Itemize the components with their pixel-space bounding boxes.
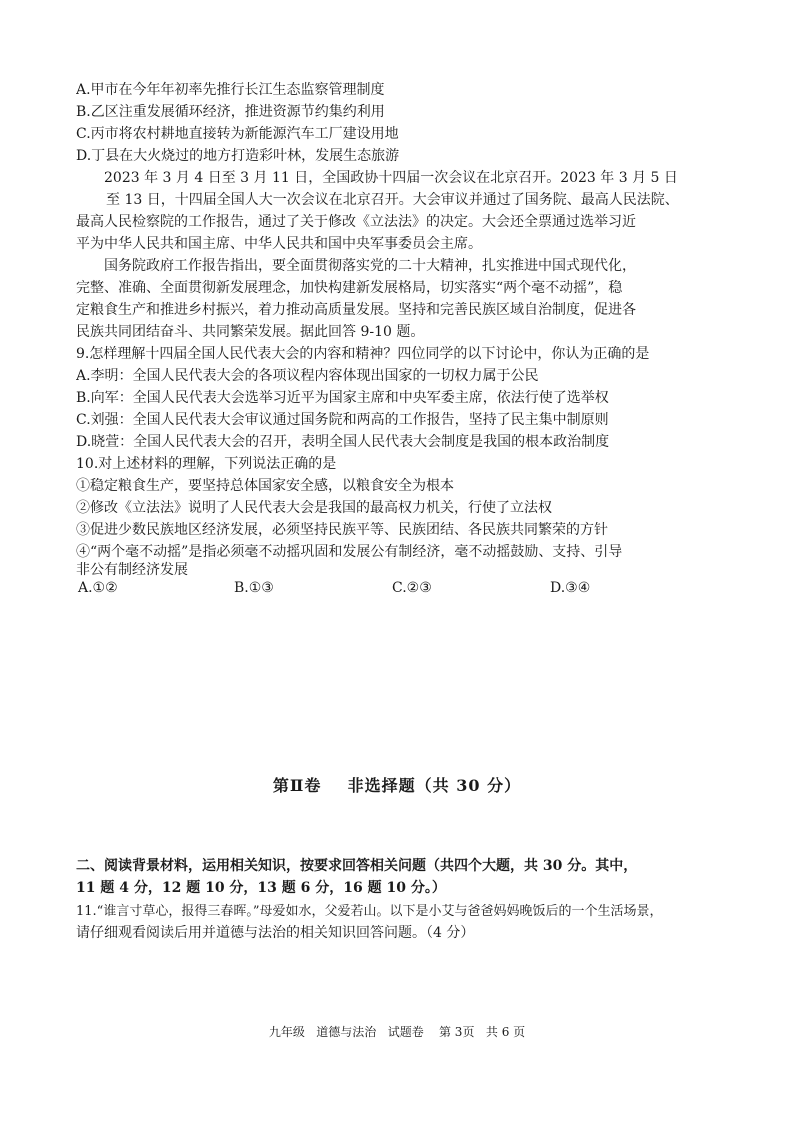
material-p2-line: 国务院政府工作报告指出，要全面贯彻落实党的二十大精神，扎实推进中国式现代化， — [104, 258, 636, 274]
q10-statement: ④“两个毫不动摇”是指必须毫不动摇巩固和发展公有制经济，毫不动摇鼓励、支持、引导 — [76, 544, 623, 560]
material-p1-line: 最高人民检察院的工作报告，通过了关于修改《立法法》的决定。大会还全票通过选举习近 — [76, 214, 636, 230]
material-p1-line: 至 13 日，十四届全国人大一次会议在北京召开。大会审议并通过了国务院、最高人民法院、 — [106, 192, 679, 208]
material-p2-line: 定粮食生产和推进乡村振兴，着力推动高质量发展。坚持和完善民族区域自治制度，促进各 — [76, 302, 636, 318]
q8-option-c: C.丙市将农村耕地直接转为新能源汽车工厂建设用地 — [76, 126, 399, 142]
q10-statement: ②修改《立法法》说明了人民代表大会是我国的最高权力机关，行使了立法权 — [76, 500, 552, 516]
material-p1-line: 2023 年 3 月 4 日至 3 月 11 日，全国政协十四届一次会议在北京召开。2023 年 3 月 5 日 — [104, 170, 678, 186]
q10-statement: ①稳定粮食生产，要坚持总体国家安全感，以粮食安全为根本 — [76, 478, 454, 494]
q9-option-a: A.李明：全国人民代表大会的各项议程内容体现出国家的一切权力属于公民 — [76, 368, 539, 384]
q10-option-a: A.①② — [78, 580, 118, 596]
q9-option-c: C.刘强：全国人民代表大会审议通过国务院和两高的工作报告，坚持了民主集中制原则 — [76, 412, 609, 428]
q10-option-b: B.①③ — [234, 580, 274, 596]
q10-statement: 非公有制经济发展 — [76, 562, 188, 578]
q9-stem: 9.怎样理解十四届全国人民代表大会的内容和精神？四位同学的以下讨论中，你认为正确的是 — [76, 346, 650, 362]
q10-options — [76, 577, 726, 599]
q8-option-d: D.丁县在大火烧过的地方打造彩叶林，发展生态旅游 — [76, 148, 400, 164]
q10-option-c: C.②③ — [392, 580, 432, 596]
part2-instruction: 11 题 4 分，12 题 10 分，13 题 6 分，16 题 10 分。） — [76, 880, 446, 896]
q10-stem: 10.对上述材料的理解，下列说法正确的是 — [76, 456, 337, 472]
page-footer: 九年级 道德与法治 试题卷 第 3页 共 6 页 — [268, 1025, 526, 1039]
part2-title: 第Ⅱ卷 非选择题（共 30 分） — [272, 776, 522, 795]
part2-instruction: 二、阅读背景材料，运用相关知识，按要求回答相关问题（共四个大题，共 30 分。其中， — [76, 858, 638, 874]
material-p2-line: 民族共同团结奋斗、共同繁荣发展。据此回答 9-10 题。 — [76, 324, 425, 340]
material-p1-line: 平为中华人民共和国主席、中华人民共和国中央军事委员会主席。 — [76, 236, 482, 252]
q8-option-a: A.甲市在今年年初率先推行长江生态监察管理制度 — [76, 82, 385, 98]
q11-stem: 11.“谁言寸草心，报得三春晖。”母爱如水，父爱若山。以下是小艾与爸爸妈妈晚饭后的一个生活场景， — [76, 904, 663, 919]
q9-option-b: B.向军：全国人民代表大会选举习近平为国家主席和中央军委主席，依法行使了选举权 — [76, 390, 609, 406]
q11-stem: 请仔细观看阅读后用并道德与法治的相关知识回答问题。（4 分） — [76, 925, 475, 941]
q10-statement: ③促进少数民族地区经济发展，必须坚持民族平等、民族团结、各民族共同繁荣的方针 — [76, 522, 608, 538]
q8-option-b: B.乙区注重发展循环经济，推进资源节约集约利用 — [76, 104, 385, 120]
q10-option-d: D.③④ — [550, 580, 591, 596]
q9-option-d: D.晓萱：全国人民代表大会的召开，表明全国人民代表大会制度是我国的根本政治制度 — [76, 434, 610, 450]
material-p2-line: 完整、准确、全面贯彻新发展理念，加快构建新发展格局，切实落实“两个毫不动摇”，稳 — [76, 280, 623, 296]
